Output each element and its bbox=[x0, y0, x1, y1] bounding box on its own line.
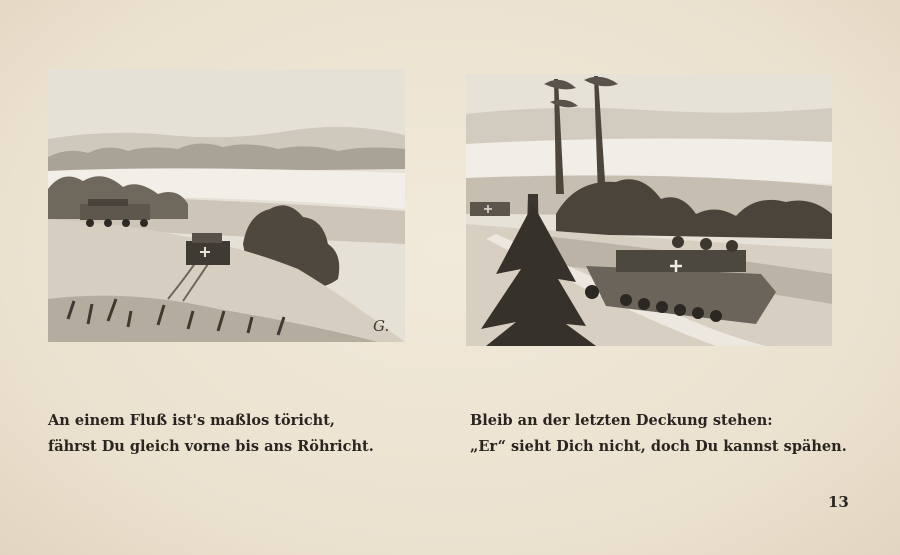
page-number: 13 bbox=[828, 493, 849, 511]
halftrack-far bbox=[470, 202, 510, 216]
left-caption-line2: fährst Du gleich vorne bis ans Röhricht. bbox=[48, 438, 374, 455]
right-caption bbox=[470, 408, 847, 460]
left-caption bbox=[48, 408, 374, 460]
left-caption-line1: An einem Fluß ist's maßlos töricht, bbox=[48, 412, 335, 429]
right-caption-line2: „Er“ sieht Dich nicht, doch Du kannst spähen. bbox=[470, 438, 847, 455]
left-illustration bbox=[48, 69, 405, 342]
right-illustration-drawing bbox=[466, 74, 832, 346]
right-caption-line1: Bleib an der letzten Deckung stehen: bbox=[470, 412, 773, 429]
artist-signature: G. bbox=[373, 317, 390, 335]
left-illustration-drawing bbox=[48, 69, 405, 342]
right-illustration bbox=[466, 74, 832, 346]
